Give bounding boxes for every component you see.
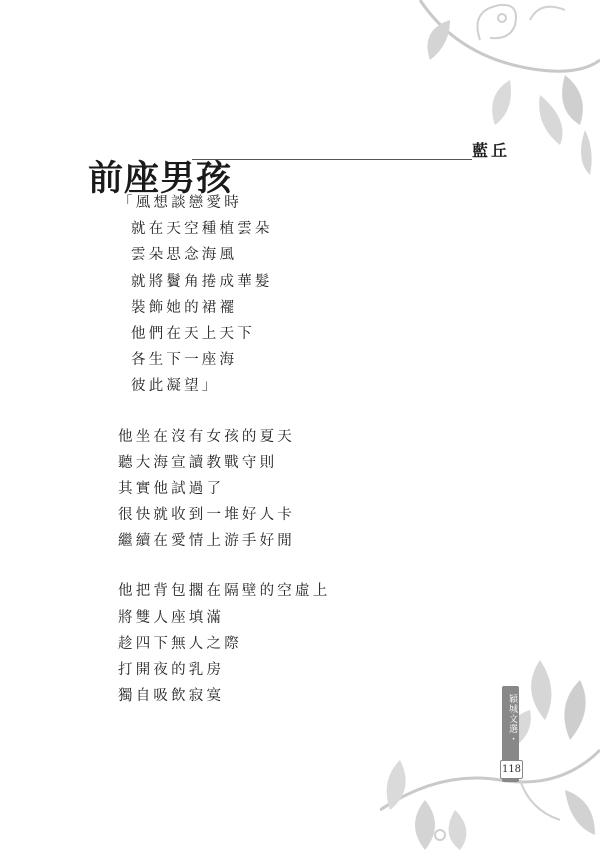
poem-line: 裝飾她的裙襬 bbox=[131, 299, 238, 316]
poem-line: 很快就收到一堆好人卡 bbox=[118, 507, 295, 524]
title-underline bbox=[192, 159, 472, 160]
poem-stanza bbox=[118, 578, 418, 709]
poem-line: 他們在天上天下 bbox=[131, 325, 255, 342]
poem-line: 將雙人座填滿 bbox=[118, 609, 225, 626]
poem-line: 彼此凝望」 bbox=[131, 378, 220, 395]
side-tab-label: 穎城文選・ bbox=[507, 694, 517, 744]
poem-line: 其實他試過了 bbox=[118, 480, 225, 497]
poem-line: 聽大海宣讀教戰守則 bbox=[118, 454, 278, 471]
poem-line: 獨自吸飲寂寞 bbox=[118, 688, 225, 705]
poem-stanza bbox=[118, 424, 418, 555]
poem-line: 他把背包擱在隔壁的空虛上 bbox=[118, 583, 331, 600]
poem-line: 他坐在沒有女孩的夏天 bbox=[118, 428, 295, 445]
poem-line: 打開夜的乳房 bbox=[118, 662, 225, 678]
poem-line: 趁四下無人之際 bbox=[118, 635, 242, 652]
page-title: 前座男孩 bbox=[88, 158, 233, 200]
poem-line: 就將鬢角捲成華髮 bbox=[131, 273, 273, 290]
poem-line: 各生下一座海 bbox=[131, 352, 238, 369]
poem-line: 就在天空種植雲朵 bbox=[131, 221, 273, 238]
poem-line: 「風想談戀愛時 bbox=[118, 195, 242, 211]
poem-line: 繼續在愛情上游手好閒 bbox=[118, 533, 295, 550]
poem-line: 雲朵思念海風 bbox=[131, 247, 238, 264]
floral-ornament-bottom bbox=[380, 650, 600, 850]
page-number: 118 bbox=[500, 760, 523, 779]
poem-stanza bbox=[118, 190, 418, 400]
poem-body bbox=[118, 190, 418, 733]
author-name: 藍丘 bbox=[472, 141, 511, 160]
